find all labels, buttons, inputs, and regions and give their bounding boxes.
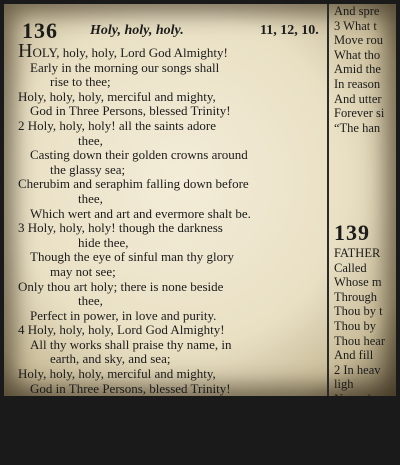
hymn-line-text: Cherubim and seraphim falling down before <box>18 176 249 192</box>
next-column-line: Amid the <box>334 62 381 77</box>
next-column-line: Forever si <box>334 106 385 121</box>
hymn-line <box>18 265 323 280</box>
author-credit: REGINALD HEBER. <box>200 398 319 411</box>
hymn-line <box>18 104 323 119</box>
hymn-line-text: God in Three Persons, blessed Trinity! <box>30 380 231 396</box>
hymn-line-text: earth, and sky, and sea; <box>50 351 171 367</box>
next-column-bottom <box>334 246 396 465</box>
hymn-line <box>18 119 323 134</box>
hymn-line-text: OLY, holy, holy, Lord God Almighty! <box>32 45 228 60</box>
hymn-line <box>18 75 323 90</box>
hymn-line-text: the glassy sea; <box>50 161 126 177</box>
hymn-line-text: Though the eye of sinful man thy glory <box>30 249 234 265</box>
hymn-line <box>18 192 323 207</box>
hymn-line <box>18 61 323 76</box>
hymn-line-text: Early in the morning our songs shall <box>30 59 220 75</box>
hymn-line-text: 3 Holy, holy, holy! though the darkness <box>18 220 223 236</box>
hymn-text <box>18 40 323 412</box>
hymn-line-text: 4 Holy, holy, holy, Lord God Almighty! <box>18 322 225 338</box>
hymn-line-text: may not see; <box>50 263 116 279</box>
next-column-line: And hel <box>334 421 374 436</box>
next-column-line: FATHER <box>334 246 381 260</box>
next-column-line: 2 In heav <box>334 362 381 377</box>
next-column-line: Whose m <box>334 275 382 290</box>
hymn-line <box>18 148 323 163</box>
hymn-line-text: Casting down their golden crowns around <box>30 147 248 163</box>
column-divider <box>327 4 329 396</box>
hymn-number: 136 <box>22 18 58 43</box>
hymn-line <box>18 309 323 324</box>
hymn-line <box>18 236 323 251</box>
next-column-line: And utter <box>334 91 382 106</box>
hymn-line <box>18 177 323 192</box>
meter: 11, 12, 10. <box>260 23 319 38</box>
hymn-line <box>18 221 323 236</box>
hymn-line <box>18 338 323 353</box>
next-column-line: Called <box>334 260 367 275</box>
hymn-line-text: God in Three Persons, blessed Trinity! <box>30 103 231 119</box>
hymn-line-text: 2 Holy, holy, holy! all the saints adore <box>18 117 216 133</box>
drop-capital: H <box>18 40 33 62</box>
hymn-line <box>18 40 323 62</box>
next-column-line: Wisdom, <box>334 435 379 450</box>
hymnal-page <box>4 4 396 465</box>
next-column-line: Prostra <box>334 450 370 465</box>
hymn-line <box>18 134 323 149</box>
next-hymn-number: 139 <box>334 220 370 245</box>
next-column-line: Thou by <box>334 318 377 333</box>
hymn-line-text: thee, <box>78 190 103 206</box>
hymn-line <box>18 323 323 338</box>
hymn-line-text: Perfect in power, in love and purity. <box>30 307 217 323</box>
hymn-line <box>18 352 323 367</box>
hymn-line-text: Which wert and art and evermore shalt be. <box>30 205 251 221</box>
hymn-line-text: Only thou art holy; there is none beside <box>18 278 224 294</box>
next-column-line: Thou hear <box>334 333 386 348</box>
hymn-line-text: rise to thee; <box>50 74 111 90</box>
next-column-line: “The han <box>334 120 381 135</box>
next-column-top <box>334 4 396 135</box>
next-column-line: Move rou <box>334 33 383 48</box>
next-column-line: Thou by t <box>334 304 383 319</box>
hymn-line-text: hide thee, <box>78 234 129 250</box>
hymn-line-text: All thy works shall praise thy name, in <box>30 336 232 352</box>
hymn-line-text: thee, <box>78 293 103 309</box>
next-column-line: Earth, air <box>334 406 381 421</box>
hymn-line-text: Holy, holy, holy, merciful and mighty, <box>18 366 216 382</box>
next-column-line: What tho <box>334 47 381 62</box>
next-column-line: And fill <box>334 348 374 363</box>
hymn-line <box>18 250 323 265</box>
hymn-line <box>18 163 323 178</box>
hymn-line-text: Holy, holy, holy, merciful and mighty, <box>18 88 216 104</box>
hymn-line <box>18 90 323 105</box>
next-column-line: 3 What t <box>334 18 377 33</box>
hymn-line <box>18 382 323 397</box>
hymn-line <box>18 280 323 295</box>
hymn-line <box>18 367 323 382</box>
next-column-line: Nature's <box>334 391 376 406</box>
hymn-line <box>18 294 323 309</box>
hymn-line <box>18 207 323 222</box>
next-column-line: In reason <box>334 76 381 91</box>
tune-name: Holy, holy, holy. <box>90 23 184 38</box>
next-column-line: And spre <box>334 4 380 18</box>
hymn-line-text: thee, <box>78 132 103 148</box>
next-column-line: ligh <box>334 377 354 392</box>
next-column-line: Through <box>334 289 378 304</box>
